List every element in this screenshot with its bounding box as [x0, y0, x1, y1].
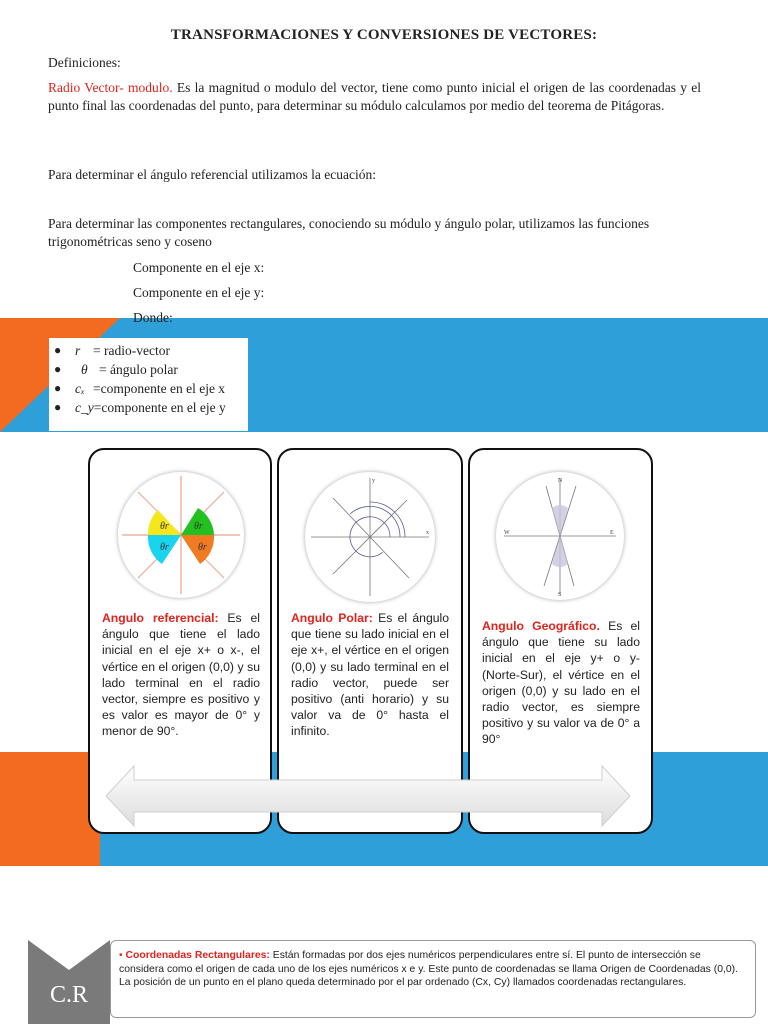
components-intro-text: Para determinar las componentes rectangulares, conociendo su módulo y ángulo polar, utilizamos las funciones trigonométricas seno y coseno	[48, 216, 650, 249]
referential-angle-diagram	[118, 472, 244, 598]
card-geografico-text: Angulo Geográfico. Es el ángulo que tiene su lado inicial en el eje y+ o y- (Norte-Sur), el vértice en el origen (0,0) y su lado en el radio vector, es siempre positivo y su valor va de 0° a 90°	[482, 619, 640, 747]
double-arrow-icon	[104, 764, 632, 828]
geographic-angle-diagram	[496, 472, 624, 600]
svg-text:E: E	[610, 530, 614, 536]
page-title: TRANSFORMACIONES Y CONVERSIONES DE VECTORES:	[170, 27, 598, 43]
cr-description: • Coordenadas Rectangulares: Están formadas por dos ejes numéricos perpendiculares entre sí. El punto de intersección se considera como el origen de cada uno de los ejes numéricos x e y. Este punto de coordenadas se llama Origen de Coordenadas (0,0). La posición de un punto en el plano queda determinado por el par ordenado (Cx, Cy) llamados coordenadas rectangulares.	[119, 950, 738, 988]
card-referencial-text: Angulo referencial: Es el ángulo que tiene el lado inicial en el eje x+ o x-, el vértice en el origen (0,0) y su lado terminal en el radio vector, siempre es positivo y es valor es mayor de 0° y menor de 90°.	[102, 611, 260, 739]
component-y-text: Componente en el eje y:	[133, 285, 265, 300]
svg-text:θr: θr	[160, 521, 169, 532]
svg-text:θr: θr	[194, 521, 203, 532]
angle-equation-text: Para determinar el ángulo referencial utilizamos la ecuación:	[48, 167, 376, 182]
cr-description-box	[110, 940, 756, 1018]
svg-text:W: W	[504, 530, 510, 536]
legend-item: ● cₓ =componente en el eje x	[54, 381, 226, 396]
svg-text:θr: θr	[198, 542, 207, 553]
legend-box	[49, 338, 248, 431]
cr-badge-label: C.R	[49, 982, 88, 1008]
orange-band-bottom	[0, 752, 100, 866]
radio-vector-definition	[48, 79, 701, 115]
svg-text:x: x	[426, 530, 429, 536]
definitions-label: Definiciones:	[48, 55, 121, 70]
polar-angle-diagram	[305, 472, 435, 602]
legend-item: ● r = radio-vector	[54, 343, 170, 358]
svg-text:S: S	[558, 592, 562, 598]
svg-text:θr: θr	[160, 542, 169, 553]
donde-label: Donde:	[133, 310, 173, 325]
cr-term: Coordenadas Rectangulares:	[125, 950, 270, 961]
cr-text: Están formadas por dos ejes numéricos perpendiculares entre sí. El punto de intersección se considera como el origen de cada uno de los ejes numéricos x e y. Este punto de coordenadas se llama Origen de Coordenadas (0,0). La posición de un punto en el plano queda determinado por el par ordenado (Cx, Cy) llamados coordenadas rectangulares.	[119, 950, 738, 988]
svg-text:N: N	[558, 478, 563, 484]
legend-item: ● c_y=componente en el eje y	[54, 400, 226, 415]
card-polar-text: Angulo Polar: Es el ángulo que tiene su lado inicial en el eje x+, el vértice en el origen (0,0) y su lado terminal en el radio vector, puede ser positivo (anti horario) y su valor va de 0° hasta el infinito.	[291, 611, 449, 739]
radio-vector-term: Radio Vector- modulo.	[48, 80, 173, 95]
blue-wedge	[0, 300, 220, 340]
svg-text:y: y	[372, 478, 375, 484]
radio-vector-text: Es la magnitud o modulo del vector, tiene como punto inicial el origen de las coordenadas y el punto final las coordenadas del punto, para determinar su módulo calculamos por medio del teorema de Pitágoras.	[48, 80, 701, 113]
component-x-text: Componente en el eje x:	[133, 260, 265, 275]
legend-item: ● θ = ángulo polar	[54, 362, 178, 377]
